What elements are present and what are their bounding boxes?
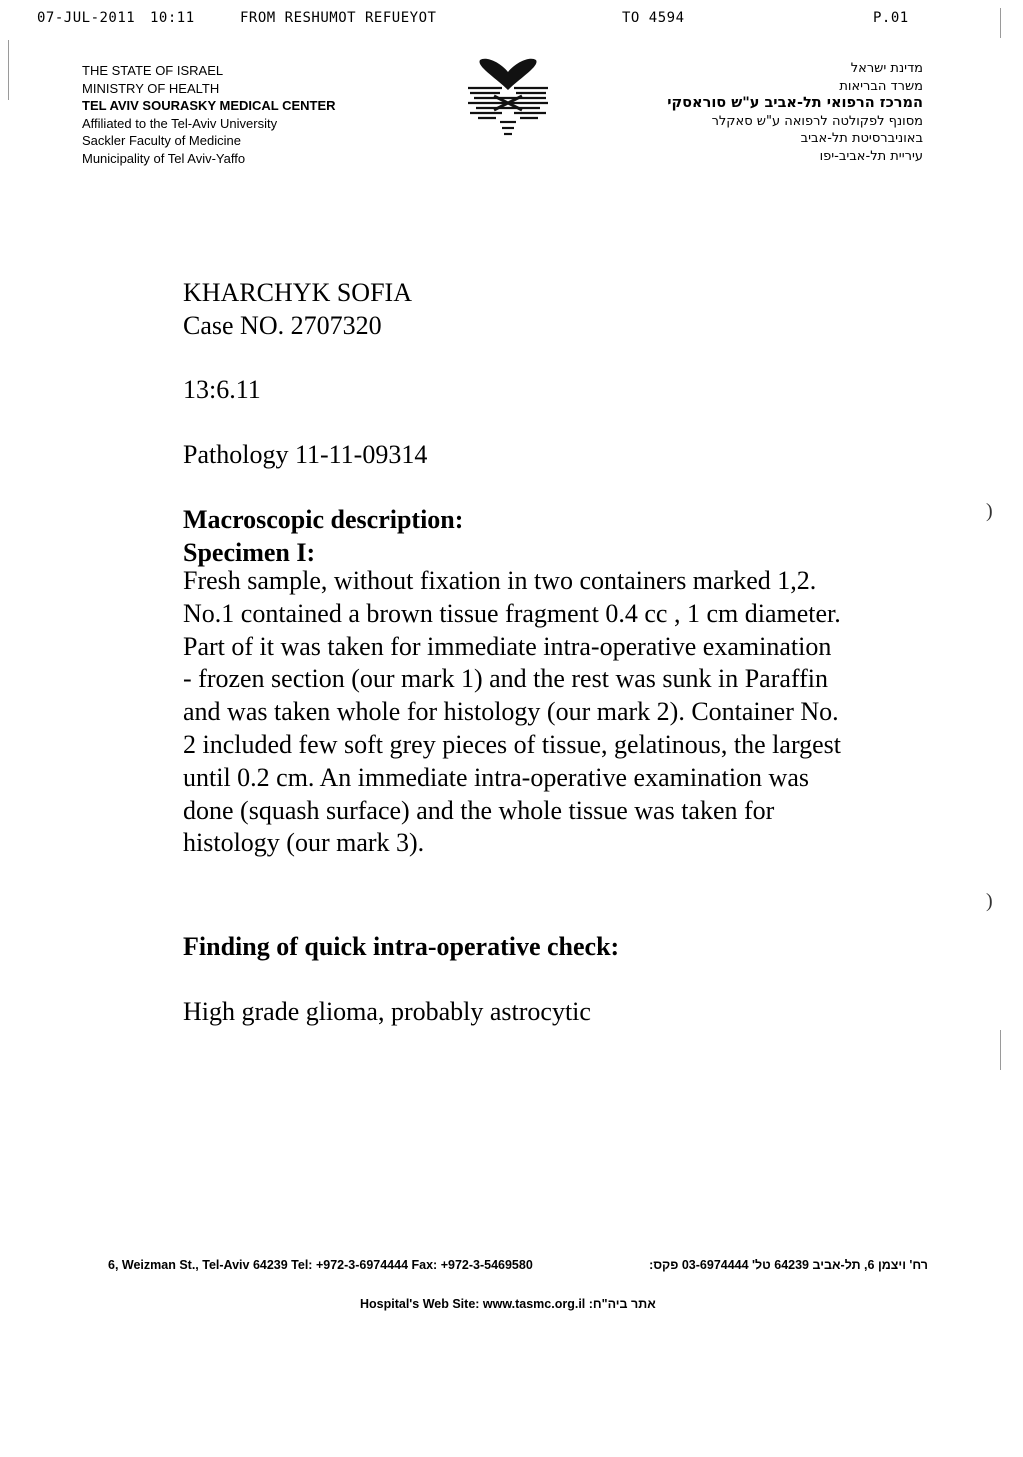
medical-center-name-he: המרכז הרפואי תל-אביב ע"ש סוראסקי xyxy=(667,95,923,111)
address-english: 6, Weizman St., Tel-Aviv 64239 Tel: +972-3-6974444 Fax: +972-3-5469580 xyxy=(108,1258,533,1272)
state-name: THE STATE OF ISRAEL xyxy=(82,63,224,78)
report-date: 13:6.11 xyxy=(183,375,261,404)
website-link[interactable]: www.tasmc.org.il xyxy=(482,1297,586,1311)
fax-page: P.01 xyxy=(873,10,909,26)
macroscopic-heading: Macroscopic description: xyxy=(183,505,464,534)
patient-name: KHARCHYK SOFIA xyxy=(183,278,412,307)
hospital-logo-icon xyxy=(466,58,550,140)
university-name-he: באוניברסיטת תל-אביב xyxy=(800,131,923,146)
finding-text: High grade glioma, probably astrocytic xyxy=(183,997,591,1026)
margin-mark-top: ) xyxy=(986,500,993,522)
medical-center-name: TEL AVIV SOURASKY MEDICAL CENTER xyxy=(82,98,336,113)
municipality-name: Municipality of Tel Aviv-Yaffo xyxy=(82,150,246,166)
municipality-name-he: עיריית תל-אביב-יפו xyxy=(819,148,923,164)
ministry-name-he: משרד הבריאות xyxy=(839,78,923,94)
university-affiliation: Affiliated to the Tel-Aviv University xyxy=(82,115,278,131)
letterhead-english xyxy=(82,62,442,167)
address-hebrew: רח' ויצמן 6, תל-אביב 64239 טל' 03-6974444 פקס: xyxy=(649,1258,928,1272)
fax-time: 10:11 xyxy=(150,10,195,26)
footer-address xyxy=(108,1258,928,1272)
scan-artifact xyxy=(8,40,9,100)
specimen-heading: Specimen I: xyxy=(183,538,316,567)
website-label: Hospital's Web Site: xyxy=(360,1297,480,1311)
footer-website xyxy=(360,1297,760,1311)
margin-mark-bottom: ) xyxy=(986,890,993,912)
pathology-number: Pathology 11-11-09314 xyxy=(183,440,428,469)
website-label-he: אתר ביה"ח: xyxy=(588,1297,656,1311)
scan-artifact xyxy=(1000,1030,1001,1070)
fax-header xyxy=(0,10,1023,32)
faculty-name-he: מסונף לפקולטה לרפואה ע"ש סאקלר xyxy=(711,113,923,129)
case-number: Case NO. 2707320 xyxy=(183,311,382,340)
faculty-name: Sackler Faculty of Medicine xyxy=(82,133,241,148)
fax-to: TO 4594 xyxy=(622,10,685,26)
state-name-he: מדינת ישראל xyxy=(850,61,923,76)
macroscopic-description: Fresh sample, without fixation in two containers marked 1,2. No.1 contained a brown tissue fragment 0.4 cc , 1 cm diameter. Part of it was taken for immediate intra-operative examination - frozen section (our mark 1) and the rest was sunk in Paraffin and was taken whole for histology (our mark 2). Container No. 2 included few soft grey pieces of tissue, gelatinous, the largest until 0.2 cm. An immediate intra-operative examination was done (squash surface) and the whole tissue was taken for histology (our mark 3). xyxy=(183,566,842,858)
fax-from: FROM RESHUMOT REFUEYOT xyxy=(240,10,437,26)
fax-date: 07-JUL-2011 xyxy=(37,10,136,26)
finding-heading: Finding of quick intra-operative check: xyxy=(183,932,620,961)
scan-artifact xyxy=(1000,8,1001,38)
ministry-name: MINISTRY OF HEALTH xyxy=(82,80,220,96)
letterhead-hebrew xyxy=(603,60,923,165)
